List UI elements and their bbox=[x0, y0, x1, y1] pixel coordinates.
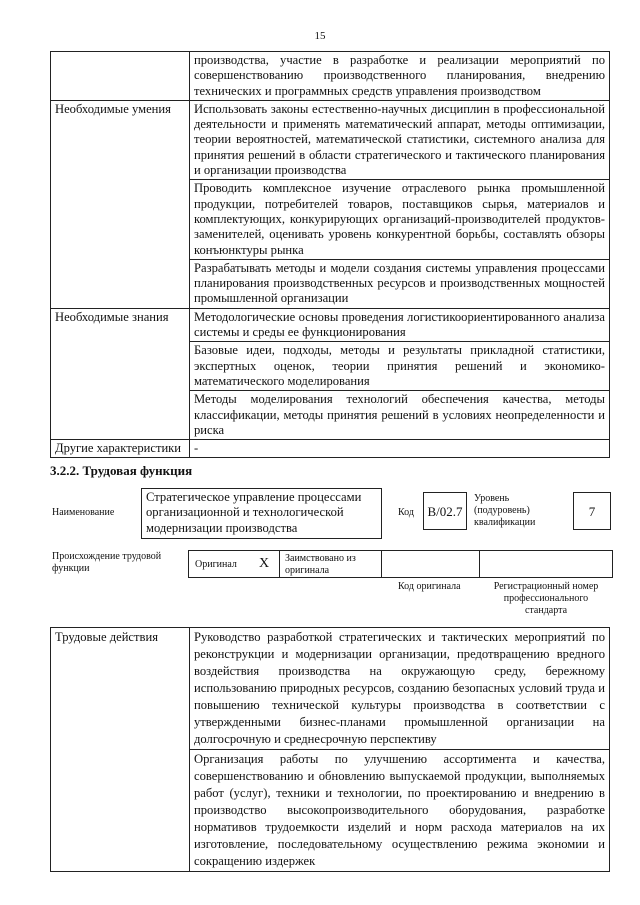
divider bbox=[479, 551, 480, 577]
row-cell: Методологические основы проведения логистикоориентированного анализа системы и среды ее функционирования bbox=[190, 308, 610, 342]
origin-label: Происхождение трудовой функции bbox=[52, 551, 162, 574]
table-row bbox=[51, 440, 610, 458]
row-cell: Использовать законы естественно-научных дисциплин в профессиональной деятельности и применять математический аппарат, методы оптимизации, теории вероятностей, математической статистики, системного анализа для принятия решений в области стратегического и тактического планирования и организации производства bbox=[190, 100, 610, 179]
skills-knowledge-table bbox=[50, 51, 610, 458]
table-row bbox=[51, 308, 610, 342]
row-label-other: Другие характеристики bbox=[51, 440, 190, 458]
row-cell: Методы моделирования технологий обеспечения качества, методы классификации, методы принятия решений в условиях неопределенности и риска bbox=[190, 391, 610, 440]
level-box: 7 bbox=[573, 492, 611, 530]
row-cell: производства, участие в разработке и реализации мероприятий по совершенствованию производственного планирования, внедрению технических и программных средств управления производством bbox=[190, 52, 610, 101]
row-cell: Руководство разработкой стратегических и тактических мероприятий по реконструкции и модернизации организации, предотвращению вредного воздействия производства на окружающую среду, бережному использованию природных ресурсов, созданию безопасных условий труда и повышению технической культуры производства в соответствии с утвержденными бизнес-планами промышленной организации на долгосрочную и среднесрочную перспективу bbox=[190, 628, 610, 750]
name-label: Наименование bbox=[52, 507, 115, 518]
original-mark: X bbox=[259, 556, 270, 571]
row-cell: Проводить комплексное изучение отраслевого рынка промышленной продукции, потребителей товаров, поставщиков сырья, материалов и комплектующих, конкурирующих организаций-производителей продуктов-заменителей, оценивать уровень конкурентной борьбы, составлять обзоры конъюнктуры рынка bbox=[190, 180, 610, 259]
function-code-box: B/02.7 bbox=[423, 492, 467, 530]
table-row bbox=[51, 100, 610, 179]
row-label-actions: Трудовые действия bbox=[51, 628, 190, 872]
page-number: 15 bbox=[314, 30, 326, 42]
table-row bbox=[51, 52, 610, 101]
divider bbox=[381, 551, 382, 577]
borrowed-label: Заимствовано из оригинала bbox=[285, 553, 356, 576]
code-original-label: Код оригинала bbox=[398, 581, 461, 592]
section-heading: 3.2.2. Трудовая функция bbox=[50, 463, 193, 478]
row-label-knowledge: Необходимые знания bbox=[51, 308, 190, 439]
function-name-box: Стратегическое управление процессами организационной и технологической модернизации производства bbox=[141, 488, 382, 539]
divider bbox=[279, 551, 280, 577]
row-cell: Базовые идеи, подходы, методы и результаты прикладной статистики, экспертных оценок, теории принятия решений и экономико-математического моделирования bbox=[190, 342, 610, 391]
table-row bbox=[51, 628, 610, 750]
original-label: Оригинал bbox=[195, 559, 237, 570]
reg-number-label: Регистрационный номер профессионального стандарта bbox=[493, 581, 599, 616]
row-label-skills: Необходимые умения bbox=[51, 100, 190, 308]
row-cell: Разрабатывать методы и модели создания системы управления процессами планирования производственных ресурсов и производственных мощностей промышленной организации bbox=[190, 259, 610, 308]
origin-row bbox=[188, 550, 613, 578]
row-cell: - bbox=[190, 440, 610, 458]
code-label: Код bbox=[398, 507, 414, 518]
labor-actions-table bbox=[50, 627, 610, 872]
level-label: Уровень (подуровень) квалификации bbox=[474, 493, 536, 528]
row-label bbox=[51, 52, 190, 101]
row-cell: Организация работы по улучшению ассортимента и качества, совершенствованию и обновлению выпускаемой продукции, выполняемых работ (услуг), техники и технологии, по проектированию и внедрению в производство высокопроизводительного оборудования, разработке нормативов трудоемкости изделий и норм расхода материалов на их изготовление, последовательному осуществлению режима экономии и сокращению издержек bbox=[190, 750, 610, 872]
